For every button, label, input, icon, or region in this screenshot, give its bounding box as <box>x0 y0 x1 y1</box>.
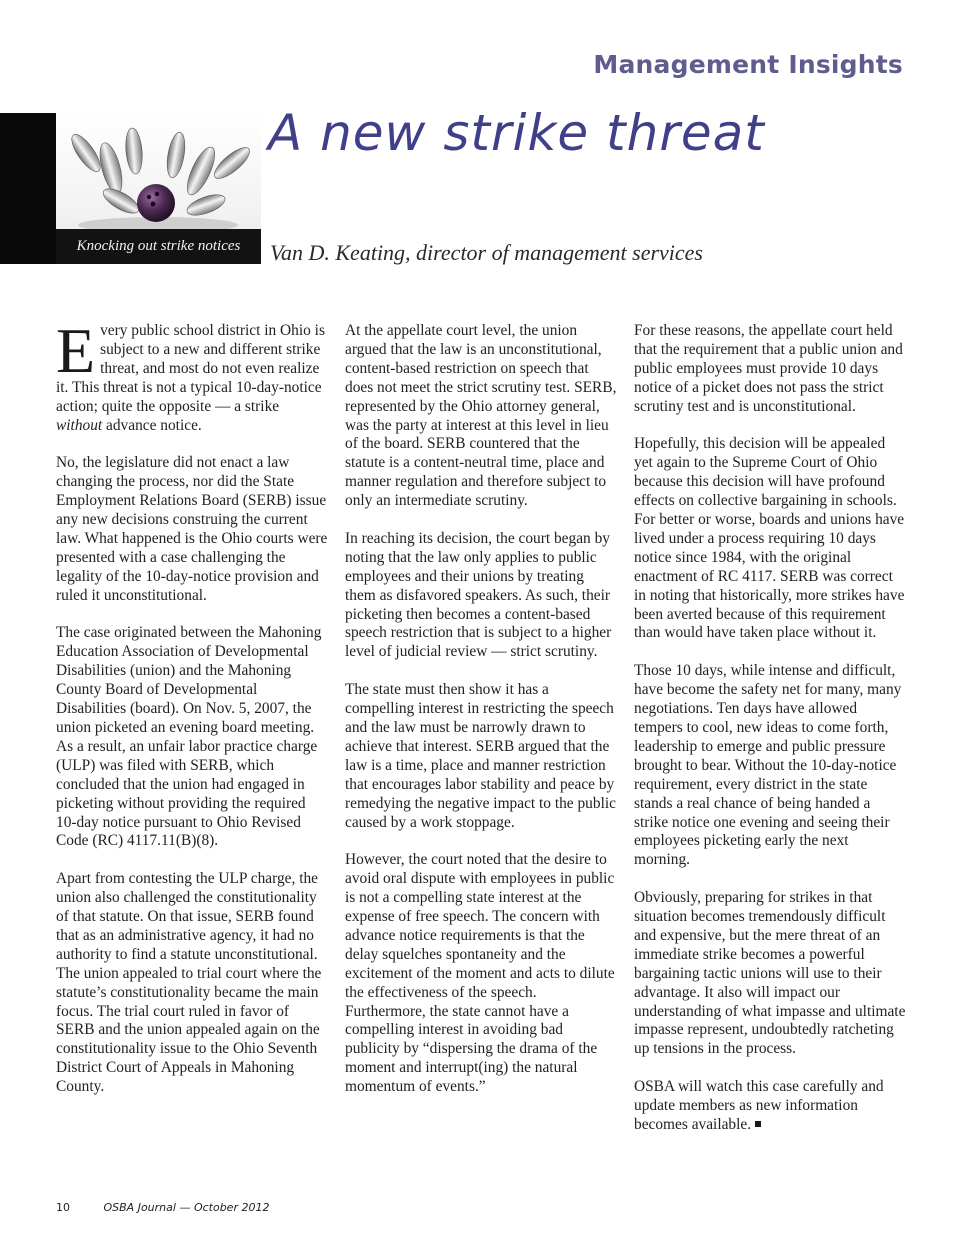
black-tab <box>0 113 56 264</box>
emphasis-text: without <box>56 416 103 434</box>
section-label: Management Insights <box>593 50 903 79</box>
end-mark-icon <box>755 1121 761 1127</box>
paragraph-text: OSBA will watch this case carefully and update members as new information becomes available. <box>634 1078 884 1133</box>
publication-name: OSBA Journal — October 2012 <box>103 1201 270 1214</box>
paragraph <box>634 1078 906 1135</box>
page-footer <box>56 1201 269 1214</box>
page-number: 10 <box>56 1201 70 1214</box>
paragraph: In reaching its decision, the court began by noting that the law only applies to public employees and their unions by treating them as disfavored speakers. As such, their picketing then becomes a content-based speech restriction that is subject to a higher level of judicial review — strict scrutiny. <box>345 529 612 661</box>
paragraph: At the appellate court level, the union argued that the law is an unconstitutional, content-based restriction on speech that does not meet the strict scrutiny test. SERB, represented by the Ohio attorney general, was the party at interest at this level in lieu of the board. SERB countered that the statute is a content-neutral time, place and manner regulation and therefore subject to only an intermediate scrutiny. <box>345 322 617 510</box>
hero-caption: Knocking out strike notices <box>56 229 261 264</box>
paragraph-text: advance notice. <box>102 416 202 434</box>
paragraph-text: very public school district in Ohio is subject to a new and different strike threat, and most do not even realize it. This threat is not a typical 10-day-notice action; quite the opposite — a strike <box>56 322 325 415</box>
drop-cap: E <box>56 315 96 386</box>
paragraph: Apart from contesting the ULP charge, the union also challenged the constitutionality of that statute. On that issue, SERB found that as an administrative agency, it had no authority to find a statute unconstitutional. The union appealed to trial court where the statute’s constitutionality became the main focus. The trial court ruled in favor of SERB and the union appealed again on the constitutionality issue to the Ohio Seventh District Court of Appeals in Mahoning County. <box>56 870 322 1096</box>
article-title: A new strike threat <box>268 104 765 162</box>
paragraph: Those 10 days, while intense and difficult, have become the safety net for many, many negotiations. Ten days have allowed tempers to cool, new ideas to come forth, leadership to emerge and public pressure brought to bear. Without the 10-day-notice requirement, every district in the state stands a real chance of being handed a strike notice one evening and seeing their employees picketing early the next morning. <box>634 662 902 869</box>
column-1 <box>56 315 328 1116</box>
paragraph <box>56 315 328 435</box>
paragraph: Hopefully, this decision will be appealed yet again to the Supreme Court of Ohio because this decision will have profound effects on collective bargaining in schools. For better or worse, boards and unions have lived under a process requiring 10 days notice since 1984, with the original enactment of RC 4117. SERB was correct in noting that historically, more strikes have been averted because of this requirement than would have taken place without it. <box>634 435 905 642</box>
article-byline: Van D. Keating, director of management services <box>270 240 703 265</box>
column-3 <box>634 322 906 1154</box>
paragraph: For these reasons, the appellate court held that the requirement that a public union and public employees must provide 10 days notice of a picket does not pass the strict scrutiny test and is unconstitutional. <box>634 322 903 415</box>
paragraph: No, the legislature did not enact a law changing the process, nor did the State Employment Relations Board (SERB) issue any new decisions construing the current law. What happened is the Ohio courts were presented with a case challenging the legality of the 10-day-notice provision and ruled it unconstitutional. <box>56 454 328 604</box>
paragraph: Obviously, preparing for strikes in that situation becomes tremendously difficult and expensive, but the mere threat of an immediate strike becomes a powerful bargaining tactic unions will use to their advantage. It also will impact our understanding of what impasse and ultimate impasse represent, undoubtedly ratcheting up tensions in the process. <box>634 889 906 1058</box>
paragraph: However, the court noted that the desire to avoid oral dispute with employees in public is not a compelling state interest at the expense of free speech. The concern with advance notice requirements is that the delay squelches spontaneity and the excitement of the moment and acts to dilute the effectiveness of the speech. Furthermore, the state cannot have a compelling interest in avoiding bad publicity by “dispersing the drama of the moment and interrupt(ing) the natural momentum of events.” <box>345 851 615 1096</box>
paragraph: The case originated between the Mahoning Education Association of Developmental Disabilities (union) and the Mahoning County Board of Developmental Disabilities (board). On Nov. 5, 2007, the union picketed an evening board meeting. As a result, an unfair labor practice charge (ULP) was filed with SERB, which concluded that the union had engaged in picketing without providing the required 10-day notice pursuant to Ohio Revised Code (RC) 4117.11(B)(8). <box>56 624 322 850</box>
column-2 <box>345 322 617 1116</box>
paragraph: The state must then show it has a compelling interest in restricting the speech and the law must be narrowly drawn to achieve that interest. SERB argued that the law is a time, place and manner restriction that encourages labor stability and peace by remedying the negative impact to the public caused by a work stoppage. <box>345 681 616 831</box>
